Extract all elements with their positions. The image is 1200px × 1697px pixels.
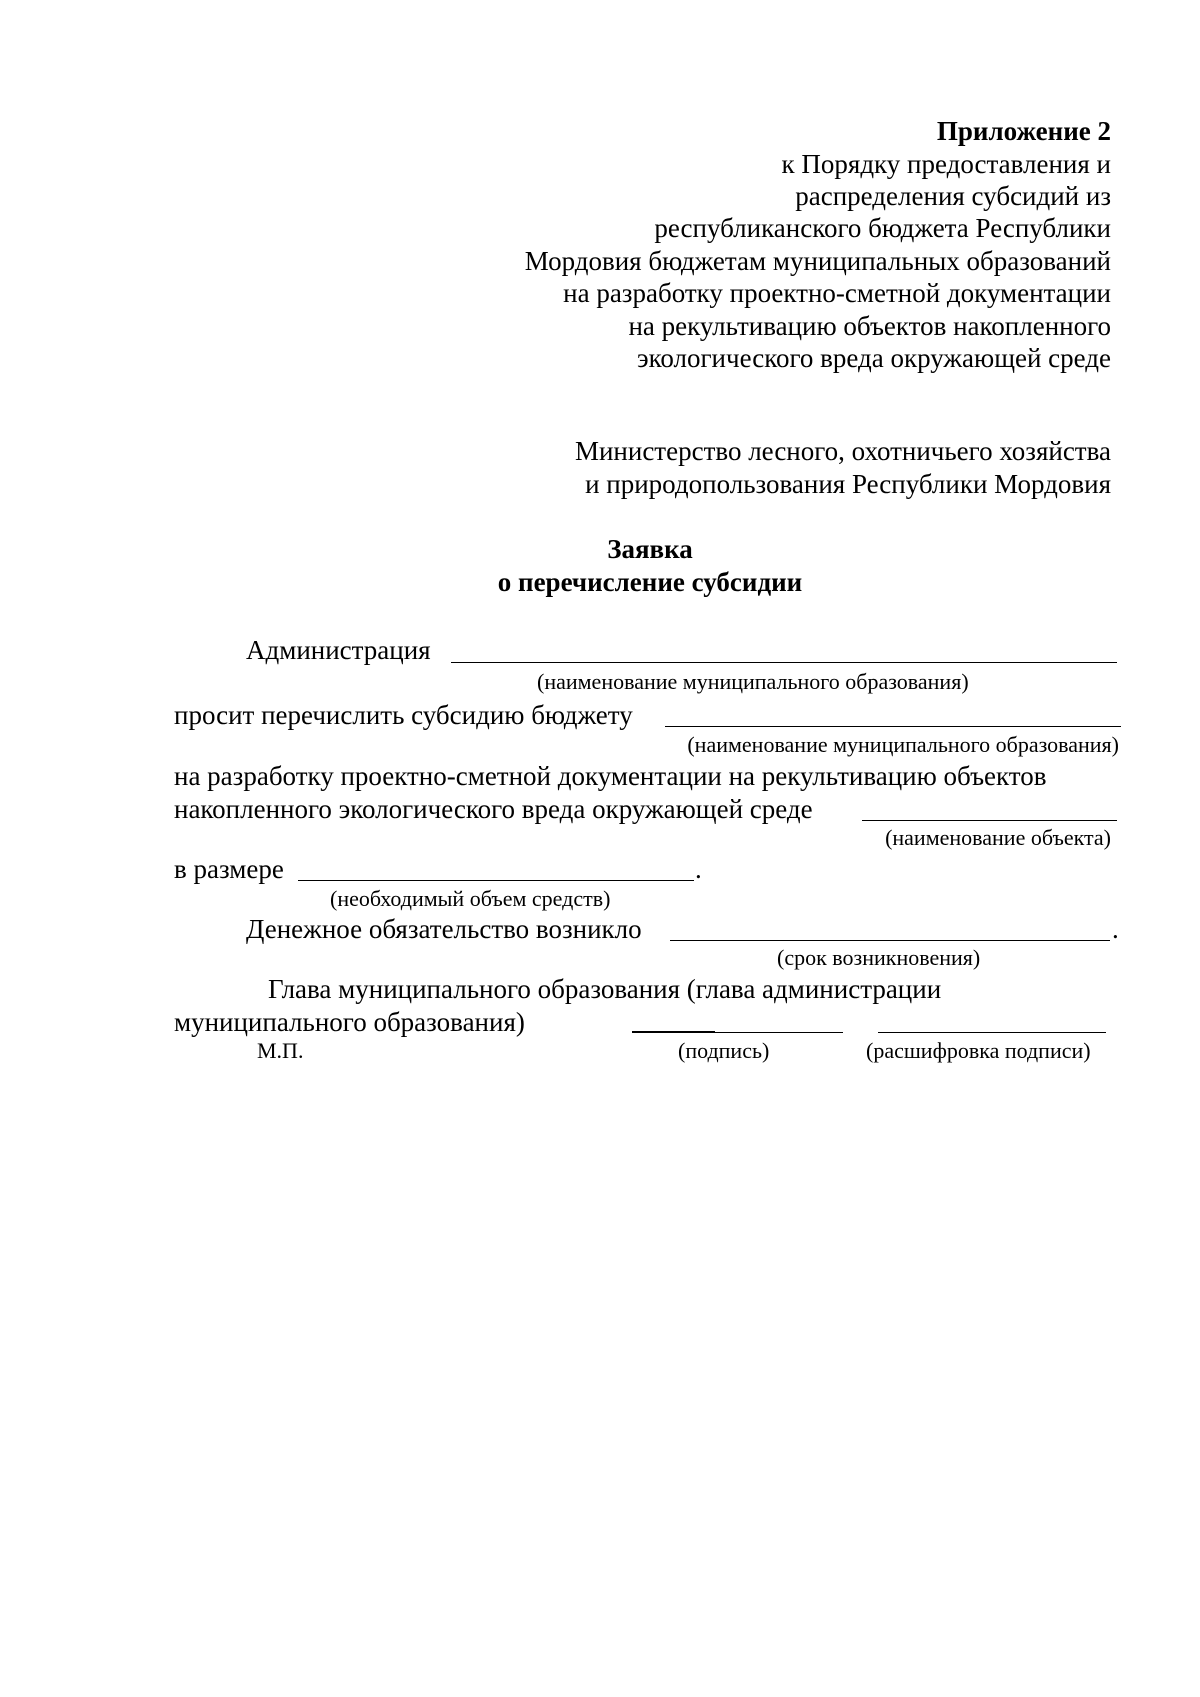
head-title-line: Глава муниципального образования (глава администрации — [268, 974, 942, 1004]
appendix-line: республиканского бюджета Республики — [654, 213, 1111, 243]
obligation-hint: (срок возникновения) — [777, 945, 981, 970]
amount-label: в размере — [174, 854, 284, 884]
amount-field[interactable] — [298, 880, 694, 881]
appendix-line: к Порядку предоставления и — [781, 149, 1111, 179]
obligation-period: . — [1112, 914, 1119, 944]
heading-subtitle: о перечисление субсидии — [497, 567, 803, 597]
signature-hint: (подпись) — [678, 1038, 770, 1063]
signature-decode-hint: (расшифровка подписи) — [866, 1038, 1091, 1063]
recipient-line: и природопользования Республики Мордовия — [585, 469, 1111, 499]
heading-title: Заявка — [607, 534, 693, 564]
amount-period: . — [695, 854, 702, 884]
request-label: просит перечислить субсидию бюджету — [174, 700, 633, 730]
head-title-line: муниципального образования) — [174, 1007, 525, 1037]
object-hint: (наименование объекта) — [885, 825, 1111, 850]
purpose-line: на разработку проектно-сметной документации на рекультивацию объектов — [174, 761, 1047, 791]
request-hint: (наименование муниципального образования) — [687, 732, 1119, 757]
recipient-line: Министерство лесного, охотничьего хозяйства — [574, 436, 1111, 466]
appendix-title: Приложение 2 — [936, 116, 1111, 146]
obligation-label: Денежное обязательство возникло — [246, 914, 642, 944]
administration-hint: (наименование муниципального образования) — [537, 669, 969, 694]
administration-field[interactable] — [451, 662, 1117, 663]
signature-decode-field[interactable] — [878, 1032, 1106, 1033]
municipality-budget-field[interactable] — [665, 726, 1121, 727]
appendix-line: экологического вреда окружающей среде — [637, 343, 1111, 373]
signature-field[interactable] — [715, 1032, 843, 1033]
purpose-line: накопленного экологического вреда окружающей среде — [174, 794, 813, 824]
stamp-label: М.П. — [257, 1038, 304, 1063]
appendix-line: на рекультивацию объектов накопленного — [628, 311, 1111, 341]
appendix-line: распределения субсидий из — [795, 181, 1111, 211]
object-field[interactable] — [862, 820, 1117, 821]
signature-field-mark — [632, 1031, 715, 1033]
appendix-line: на разработку проектно-сметной документации — [563, 278, 1111, 308]
administration-label: Администрация — [246, 635, 431, 665]
amount-hint: (необходимый объем средств) — [330, 886, 611, 911]
appendix-line: Мордовия бюджетам муниципальных образований — [524, 246, 1111, 276]
obligation-date-field[interactable] — [670, 940, 1110, 941]
